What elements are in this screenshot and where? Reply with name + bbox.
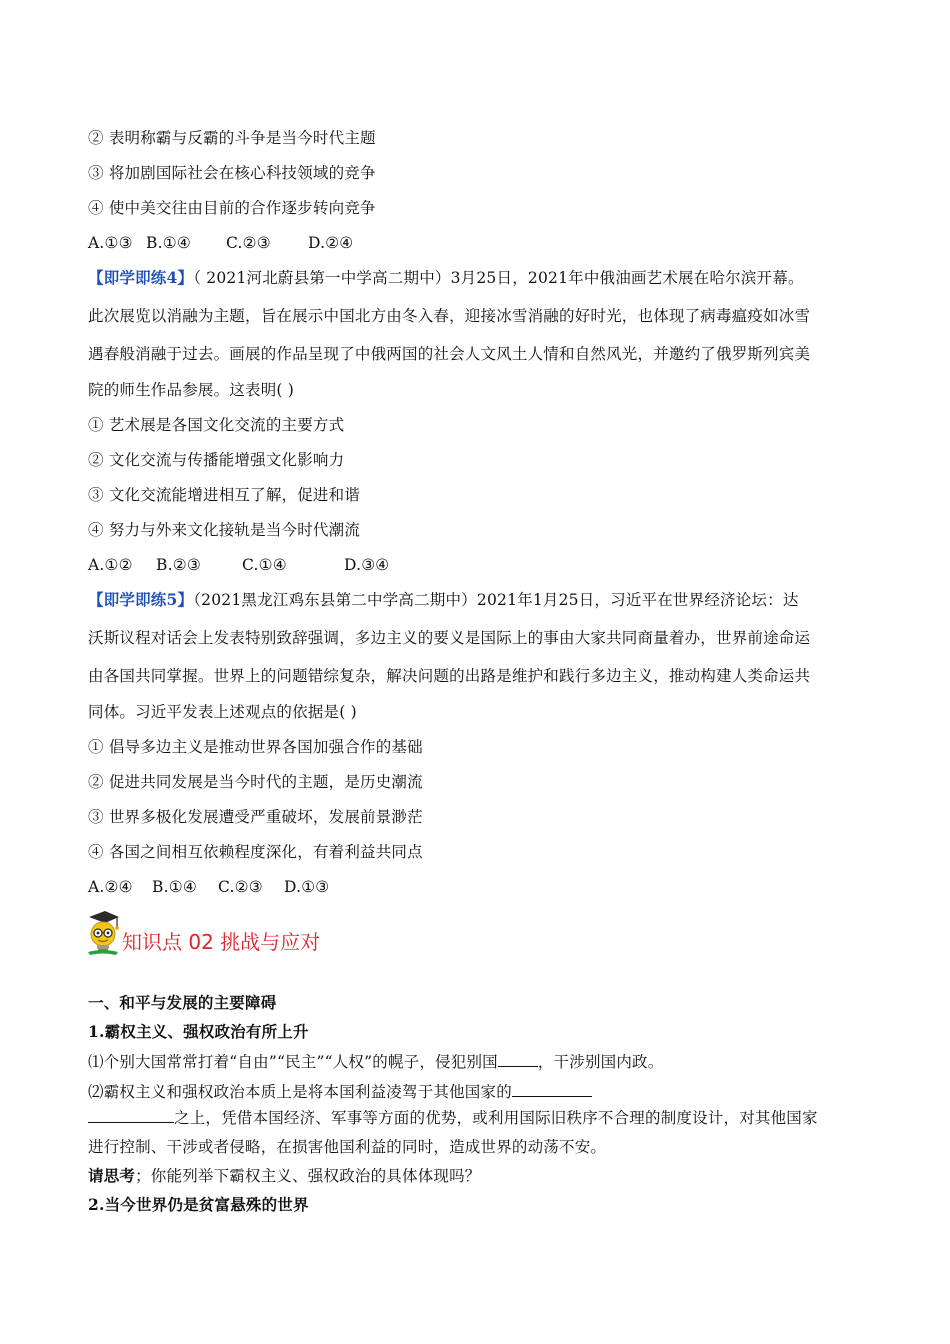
q4-option-a: A.①② — [88, 556, 133, 574]
q5-line-4: 同体。习近平发表上述观点的依据是( ) — [88, 703, 357, 721]
p1-text-b: ，干涉别国内政。 — [537, 1053, 664, 1071]
q5-source: （2021黑龙江鸡东县第二中学高二期中）2021年1月25日，习近平在世界经济论坛：达 — [193, 591, 799, 609]
p2-text-b: 之上，凭借本国经济、军事等方面的优势，或利用国际旧秩序不合理的制度设计，对其他国家 — [174, 1109, 818, 1127]
q5-statement-3: ③ 世界多极化发展遭受严重破坏，发展前景渺茫 — [88, 808, 423, 826]
q4-line-4: 院的师生作品参展。这表明( ) — [88, 381, 295, 399]
q4-source: （ 2021河北蔚县第一中学高二期中）3月25日，2021年中俄油画艺术展在哈尔滨开幕。 — [193, 269, 804, 287]
q4-option-d: D.③④ — [344, 556, 390, 574]
q4-statement-4: ④ 努力与外来文化接轨是当今时代潮流 — [88, 521, 361, 539]
point-heading-2: 2.当今世界仍是贫富悬殊的世界 — [88, 1195, 309, 1214]
q3-statement-2: ② 表明称霸与反霸的斗争是当今时代主题 — [88, 129, 376, 147]
p1-text-a: ⑴个别大国常常打着“自由”“民主”“人权”的幌子，侵犯别国 — [88, 1053, 498, 1071]
q4-statement-1: ① 艺术展是各国文化交流的主要方式 — [88, 416, 345, 434]
q5-line-1 — [88, 590, 799, 610]
point-heading-1: 1.霸权主义、强权政治有所上升 — [88, 1022, 309, 1041]
q4-line-2: 此次展览以消融为主题，旨在展示中国北方由冬入春，迎接冰雪消融的好时光，也体现了病毒瘟疫如冰雪 — [88, 307, 811, 325]
q5-tag: 【即学即练5】 — [88, 590, 194, 609]
q4-statement-3: ③ 文化交流能增进相互了解，促进和谐 — [88, 486, 361, 504]
q4-statement-2: ② 文化交流与传播能增强文化影响力 — [88, 451, 345, 469]
think-label: 请思考 — [88, 1166, 136, 1185]
q4-option-b: B.②③ — [156, 556, 201, 574]
q3-statement-4: ④ 使中美交往由目前的合作逐步转向竞争 — [88, 199, 376, 217]
fill-blank-1 — [498, 1052, 538, 1067]
section-heading — [86, 906, 320, 958]
q4-tag: 【即学即练4】 — [88, 268, 194, 287]
q3-option-a: A.①③ — [88, 234, 133, 252]
fill-blank-2-cont — [88, 1108, 174, 1123]
point-1-paragraph-2 — [88, 1082, 592, 1102]
think-text: ；你能列举下霸权主义、强权政治的具体体现吗？ — [135, 1167, 481, 1185]
q3-options — [88, 233, 353, 253]
point-1-paragraph-2-cont — [88, 1108, 818, 1128]
q5-statement-4: ④ 各国之间相互依赖程度深化，有着利益共同点 — [88, 843, 423, 861]
p2-text-a: ⑵霸权主义和强权政治本质上是将本国利益凌驾于其他国家的 — [88, 1083, 512, 1101]
q5-option-b: B.①④ — [152, 878, 197, 896]
point-1-paragraph-2-end: 进行控制、干涉或者侵略，在损害他国利益的同时，造成世界的动荡不安。 — [88, 1138, 607, 1156]
q5-line-2: 沃斯议程对话会上发表特别致辞强调，多边主义的要义是国际上的事由大家共同商量着办，世界前途命运 — [88, 629, 811, 647]
q4-line-1 — [88, 268, 804, 288]
q5-statement-1: ① 倡导多边主义是推动世界各国加强合作的基础 — [88, 738, 423, 756]
q5-option-c: C.②③ — [218, 878, 263, 896]
q4-option-c: C.①④ — [242, 556, 287, 574]
q3-option-c: C.②③ — [226, 234, 271, 252]
q5-statement-2: ② 促进共同发展是当今时代的主题，是历史潮流 — [88, 773, 423, 791]
fill-blank-2 — [512, 1082, 592, 1097]
q4-options — [88, 555, 389, 575]
q5-options — [88, 877, 329, 897]
point-1-paragraph-1 — [88, 1052, 663, 1072]
section-title: 知识点 02 挑战与应对 — [122, 930, 321, 954]
q3-option-d: D.②④ — [308, 234, 354, 252]
think-prompt — [88, 1166, 481, 1186]
scholar-bulb-icon — [86, 908, 120, 958]
q4-line-3: 遇春般消融于过去。画展的作品呈现了中俄两国的社会人文风土人情和自然风光，并邀约了俄罗斯列宾美 — [88, 345, 811, 363]
q3-option-b: B.①④ — [146, 234, 191, 252]
q5-line-3: 由各国共同掌握。世界上的问题错综复杂，解决问题的出路是维护和践行多边主义，推动构建人类命运共 — [88, 667, 811, 685]
q5-option-a: A.②④ — [88, 878, 133, 896]
q3-statement-3: ③ 将加剧国际社会在核心科技领域的竞争 — [88, 164, 376, 182]
subsection-heading-1: 一、和平与发展的主要障碍 — [88, 993, 277, 1012]
q5-option-d: D.①③ — [284, 878, 330, 896]
